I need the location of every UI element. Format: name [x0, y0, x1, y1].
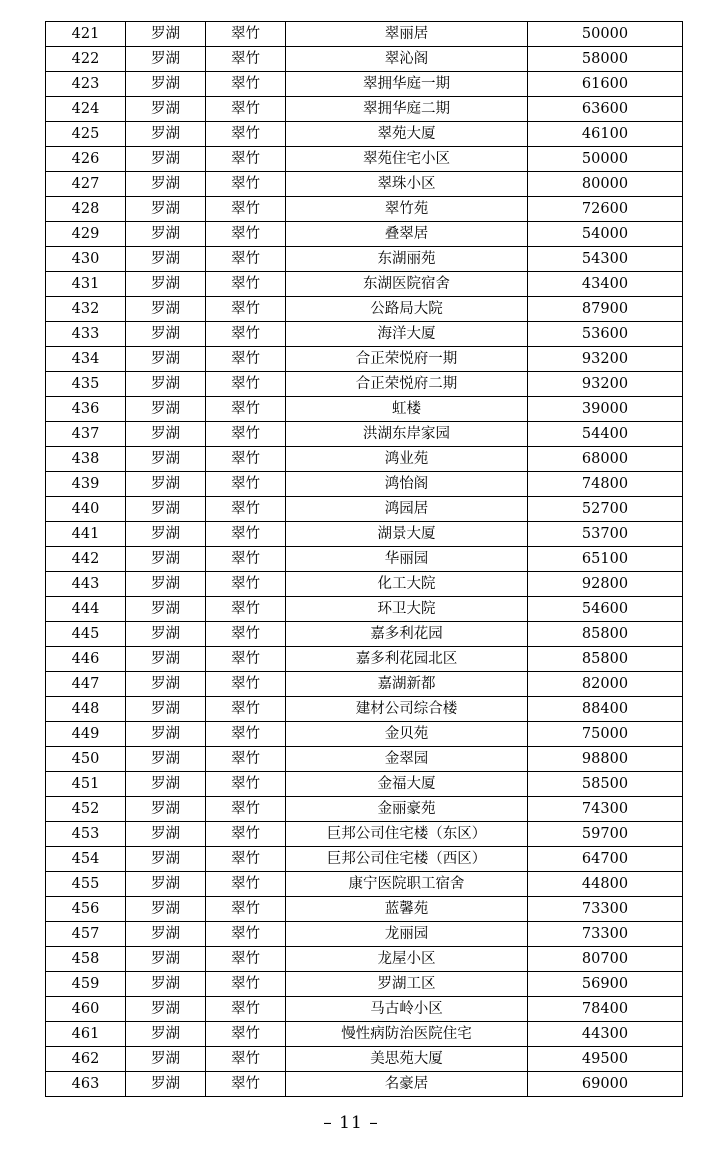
price-cell: 58500	[528, 772, 683, 797]
price-cell: 85800	[528, 622, 683, 647]
residence-name-cell: 华丽园	[286, 547, 528, 572]
table-row	[46, 922, 683, 947]
table-row	[46, 47, 683, 72]
price-cell: 56900	[528, 972, 683, 997]
table-row	[46, 22, 683, 47]
row-number-cell: 450	[46, 747, 126, 772]
subdistrict-cell: 翠竹	[206, 322, 286, 347]
price-cell: 93200	[528, 347, 683, 372]
subdistrict-cell: 翠竹	[206, 622, 286, 647]
district-cell: 罗湖	[126, 72, 206, 97]
district-cell: 罗湖	[126, 747, 206, 772]
price-cell: 80000	[528, 172, 683, 197]
table-row	[46, 122, 683, 147]
price-cell: 58000	[528, 47, 683, 72]
district-cell: 罗湖	[126, 972, 206, 997]
subdistrict-cell: 翠竹	[206, 647, 286, 672]
district-cell: 罗湖	[126, 697, 206, 722]
row-number-cell: 443	[46, 572, 126, 597]
residence-name-cell: 龙丽园	[286, 922, 528, 947]
price-cell: 59700	[528, 822, 683, 847]
subdistrict-cell: 翠竹	[206, 297, 286, 322]
subdistrict-cell: 翠竹	[206, 472, 286, 497]
subdistrict-cell: 翠竹	[206, 997, 286, 1022]
row-number-cell: 462	[46, 1047, 126, 1072]
row-number-cell: 440	[46, 497, 126, 522]
table-row	[46, 847, 683, 872]
subdistrict-cell: 翠竹	[206, 522, 286, 547]
table-row	[46, 472, 683, 497]
district-cell: 罗湖	[126, 272, 206, 297]
table-row	[46, 372, 683, 397]
price-cell: 43400	[528, 272, 683, 297]
subdistrict-cell: 翠竹	[206, 797, 286, 822]
subdistrict-cell: 翠竹	[206, 697, 286, 722]
row-number-cell: 421	[46, 22, 126, 47]
table-row	[46, 172, 683, 197]
residence-name-cell: 巨邦公司住宅楼（东区）	[286, 822, 528, 847]
district-cell: 罗湖	[126, 1047, 206, 1072]
row-number-cell: 436	[46, 397, 126, 422]
row-number-cell: 438	[46, 447, 126, 472]
district-cell: 罗湖	[126, 922, 206, 947]
table-row	[46, 897, 683, 922]
row-number-cell: 463	[46, 1072, 126, 1097]
table-row	[46, 872, 683, 897]
subdistrict-cell: 翠竹	[206, 247, 286, 272]
row-number-cell: 424	[46, 97, 126, 122]
residence-name-cell: 东湖医院宿舍	[286, 272, 528, 297]
row-number-cell: 422	[46, 47, 126, 72]
district-cell: 罗湖	[126, 597, 206, 622]
row-number-cell: 442	[46, 547, 126, 572]
row-number-cell: 425	[46, 122, 126, 147]
row-number-cell: 423	[46, 72, 126, 97]
district-cell: 罗湖	[126, 772, 206, 797]
table-row	[46, 522, 683, 547]
subdistrict-cell: 翠竹	[206, 547, 286, 572]
price-cell: 73300	[528, 897, 683, 922]
subdistrict-cell: 翠竹	[206, 972, 286, 997]
price-cell: 92800	[528, 572, 683, 597]
residence-name-cell: 嘉多利花园北区	[286, 647, 528, 672]
district-cell: 罗湖	[126, 622, 206, 647]
table-row	[46, 222, 683, 247]
subdistrict-cell: 翠竹	[206, 47, 286, 72]
subdistrict-cell: 翠竹	[206, 172, 286, 197]
row-number-cell: 456	[46, 897, 126, 922]
residence-name-cell: 翠苑大厦	[286, 122, 528, 147]
table-body	[46, 22, 683, 1097]
residence-name-cell: 名豪居	[286, 1072, 528, 1097]
table-row	[46, 597, 683, 622]
district-cell: 罗湖	[126, 372, 206, 397]
subdistrict-cell: 翠竹	[206, 372, 286, 397]
subdistrict-cell: 翠竹	[206, 122, 286, 147]
table-row	[46, 97, 683, 122]
district-cell: 罗湖	[126, 472, 206, 497]
price-cell: 54300	[528, 247, 683, 272]
residence-name-cell: 海洋大厦	[286, 322, 528, 347]
subdistrict-cell: 翠竹	[206, 922, 286, 947]
row-number-cell: 445	[46, 622, 126, 647]
residence-name-cell: 合正荣悦府二期	[286, 372, 528, 397]
district-cell: 罗湖	[126, 997, 206, 1022]
table-row	[46, 247, 683, 272]
row-number-cell: 434	[46, 347, 126, 372]
table-row	[46, 672, 683, 697]
district-cell: 罗湖	[126, 947, 206, 972]
residence-name-cell: 嘉湖新都	[286, 672, 528, 697]
residence-name-cell: 金福大厦	[286, 772, 528, 797]
row-number-cell: 454	[46, 847, 126, 872]
district-cell: 罗湖	[126, 22, 206, 47]
residence-name-cell: 环卫大院	[286, 597, 528, 622]
table-row	[46, 697, 683, 722]
price-cell: 53700	[528, 522, 683, 547]
subdistrict-cell: 翠竹	[206, 497, 286, 522]
row-number-cell: 435	[46, 372, 126, 397]
row-number-cell: 448	[46, 697, 126, 722]
table-row	[46, 1022, 683, 1047]
table-row	[46, 497, 683, 522]
table-row	[46, 347, 683, 372]
district-cell: 罗湖	[126, 322, 206, 347]
residence-name-cell: 公路局大院	[286, 297, 528, 322]
residence-name-cell: 建材公司综合楼	[286, 697, 528, 722]
price-cell: 44800	[528, 872, 683, 897]
price-cell: 50000	[528, 22, 683, 47]
row-number-cell: 449	[46, 722, 126, 747]
subdistrict-cell: 翠竹	[206, 847, 286, 872]
table-row	[46, 772, 683, 797]
table-row	[46, 272, 683, 297]
residence-name-cell: 马古岭小区	[286, 997, 528, 1022]
residence-name-cell: 翠苑住宅小区	[286, 147, 528, 172]
price-cell: 85800	[528, 647, 683, 672]
residence-name-cell: 翠珠小区	[286, 172, 528, 197]
residence-name-cell: 东湖丽苑	[286, 247, 528, 272]
residence-name-cell: 金翠园	[286, 747, 528, 772]
table-row	[46, 1047, 683, 1072]
subdistrict-cell: 翠竹	[206, 747, 286, 772]
row-number-cell: 430	[46, 247, 126, 272]
subdistrict-cell: 翠竹	[206, 1022, 286, 1047]
row-number-cell: 452	[46, 797, 126, 822]
price-cell: 61600	[528, 72, 683, 97]
table-row	[46, 547, 683, 572]
row-number-cell: 451	[46, 772, 126, 797]
subdistrict-cell: 翠竹	[206, 822, 286, 847]
subdistrict-cell: 翠竹	[206, 397, 286, 422]
district-cell: 罗湖	[126, 197, 206, 222]
subdistrict-cell: 翠竹	[206, 272, 286, 297]
residence-name-cell: 康宁医院职工宿舍	[286, 872, 528, 897]
subdistrict-cell: 翠竹	[206, 947, 286, 972]
subdistrict-cell: 翠竹	[206, 97, 286, 122]
district-cell: 罗湖	[126, 897, 206, 922]
district-cell: 罗湖	[126, 1072, 206, 1097]
row-number-cell: 439	[46, 472, 126, 497]
residence-name-cell: 翠沁阁	[286, 47, 528, 72]
table-row	[46, 997, 683, 1022]
price-cell: 98800	[528, 747, 683, 772]
price-cell: 64700	[528, 847, 683, 872]
row-number-cell: 441	[46, 522, 126, 547]
table-row	[46, 947, 683, 972]
district-cell: 罗湖	[126, 872, 206, 897]
district-cell: 罗湖	[126, 672, 206, 697]
subdistrict-cell: 翠竹	[206, 347, 286, 372]
table-row	[46, 797, 683, 822]
district-cell: 罗湖	[126, 722, 206, 747]
residence-name-cell: 虹楼	[286, 397, 528, 422]
subdistrict-cell: 翠竹	[206, 22, 286, 47]
residence-name-cell: 巨邦公司住宅楼（西区）	[286, 847, 528, 872]
page-number: – 11 –	[323, 1113, 379, 1133]
subdistrict-cell: 翠竹	[206, 722, 286, 747]
price-cell: 73300	[528, 922, 683, 947]
row-number-cell: 444	[46, 597, 126, 622]
district-cell: 罗湖	[126, 447, 206, 472]
subdistrict-cell: 翠竹	[206, 1072, 286, 1097]
row-number-cell: 426	[46, 147, 126, 172]
residence-name-cell: 金丽豪苑	[286, 797, 528, 822]
residence-name-cell: 叠翠居	[286, 222, 528, 247]
row-number-cell: 457	[46, 922, 126, 947]
row-number-cell: 455	[46, 872, 126, 897]
price-cell: 65100	[528, 547, 683, 572]
residence-name-cell: 翠拥华庭一期	[286, 72, 528, 97]
district-cell: 罗湖	[126, 172, 206, 197]
table-row	[46, 622, 683, 647]
row-number-cell: 453	[46, 822, 126, 847]
price-cell: 72600	[528, 197, 683, 222]
residence-name-cell: 翠拥华庭二期	[286, 97, 528, 122]
residence-name-cell: 美思苑大厦	[286, 1047, 528, 1072]
district-cell: 罗湖	[126, 122, 206, 147]
district-cell: 罗湖	[126, 1022, 206, 1047]
district-cell: 罗湖	[126, 822, 206, 847]
subdistrict-cell: 翠竹	[206, 72, 286, 97]
row-number-cell: 459	[46, 972, 126, 997]
subdistrict-cell: 翠竹	[206, 772, 286, 797]
price-cell: 53600	[528, 322, 683, 347]
price-cell: 39000	[528, 397, 683, 422]
row-number-cell: 428	[46, 197, 126, 222]
price-cell: 93200	[528, 372, 683, 397]
district-cell: 罗湖	[126, 47, 206, 72]
row-number-cell: 458	[46, 947, 126, 972]
row-number-cell: 429	[46, 222, 126, 247]
district-cell: 罗湖	[126, 572, 206, 597]
subdistrict-cell: 翠竹	[206, 1047, 286, 1072]
price-cell: 88400	[528, 697, 683, 722]
district-cell: 罗湖	[126, 297, 206, 322]
subdistrict-cell: 翠竹	[206, 447, 286, 472]
subdistrict-cell: 翠竹	[206, 597, 286, 622]
table-row	[46, 647, 683, 672]
subdistrict-cell: 翠竹	[206, 222, 286, 247]
table-row	[46, 197, 683, 222]
price-cell: 54400	[528, 422, 683, 447]
residence-name-cell: 蓝馨苑	[286, 897, 528, 922]
price-cell: 52700	[528, 497, 683, 522]
row-number-cell: 427	[46, 172, 126, 197]
row-number-cell: 432	[46, 297, 126, 322]
price-cell: 54000	[528, 222, 683, 247]
residence-name-cell: 鸿怡阁	[286, 472, 528, 497]
subdistrict-cell: 翠竹	[206, 197, 286, 222]
row-number-cell: 461	[46, 1022, 126, 1047]
residence-name-cell: 慢性病防治医院住宅	[286, 1022, 528, 1047]
price-cell: 46100	[528, 122, 683, 147]
table-row	[46, 1072, 683, 1097]
residence-name-cell: 金贝苑	[286, 722, 528, 747]
price-cell: 82000	[528, 672, 683, 697]
price-cell: 54600	[528, 597, 683, 622]
price-cell: 49500	[528, 1047, 683, 1072]
residence-name-cell: 鸿园居	[286, 497, 528, 522]
table-row	[46, 397, 683, 422]
price-cell: 68000	[528, 447, 683, 472]
subdistrict-cell: 翠竹	[206, 872, 286, 897]
subdistrict-cell: 翠竹	[206, 572, 286, 597]
district-cell: 罗湖	[126, 547, 206, 572]
residence-name-cell: 合正荣悦府一期	[286, 347, 528, 372]
residence-name-cell: 龙屋小区	[286, 947, 528, 972]
district-cell: 罗湖	[126, 97, 206, 122]
subdistrict-cell: 翠竹	[206, 897, 286, 922]
row-number-cell: 460	[46, 997, 126, 1022]
price-cell: 75000	[528, 722, 683, 747]
table-row	[46, 322, 683, 347]
table-row	[46, 747, 683, 772]
row-number-cell: 431	[46, 272, 126, 297]
price-cell: 74800	[528, 472, 683, 497]
price-cell: 80700	[528, 947, 683, 972]
district-cell: 罗湖	[126, 497, 206, 522]
row-number-cell: 437	[46, 422, 126, 447]
table-row	[46, 72, 683, 97]
district-cell: 罗湖	[126, 522, 206, 547]
row-number-cell: 446	[46, 647, 126, 672]
table-row	[46, 972, 683, 997]
district-cell: 罗湖	[126, 847, 206, 872]
residence-name-cell: 嘉多利花园	[286, 622, 528, 647]
district-cell: 罗湖	[126, 797, 206, 822]
price-cell: 44300	[528, 1022, 683, 1047]
table-row	[46, 822, 683, 847]
residence-name-cell: 罗湖工区	[286, 972, 528, 997]
district-cell: 罗湖	[126, 422, 206, 447]
residence-name-cell: 洪湖东岸家园	[286, 422, 528, 447]
table-row	[46, 297, 683, 322]
residence-name-cell: 翠竹苑	[286, 197, 528, 222]
residence-name-cell: 湖景大厦	[286, 522, 528, 547]
price-cell: 78400	[528, 997, 683, 1022]
district-cell: 罗湖	[126, 147, 206, 172]
price-cell: 69000	[528, 1072, 683, 1097]
residence-name-cell: 化工大院	[286, 572, 528, 597]
district-cell: 罗湖	[126, 347, 206, 372]
subdistrict-cell: 翠竹	[206, 422, 286, 447]
district-cell: 罗湖	[126, 397, 206, 422]
district-cell: 罗湖	[126, 222, 206, 247]
table-row	[46, 722, 683, 747]
district-cell: 罗湖	[126, 647, 206, 672]
subdistrict-cell: 翠竹	[206, 147, 286, 172]
residence-name-cell: 翠丽居	[286, 22, 528, 47]
residence-name-cell: 鸿业苑	[286, 447, 528, 472]
price-cell: 74300	[528, 797, 683, 822]
table-row	[46, 422, 683, 447]
row-number-cell: 447	[46, 672, 126, 697]
subdistrict-cell: 翠竹	[206, 672, 286, 697]
district-cell: 罗湖	[126, 247, 206, 272]
price-cell: 87900	[528, 297, 683, 322]
row-number-cell: 433	[46, 322, 126, 347]
price-cell: 50000	[528, 147, 683, 172]
table-row	[46, 572, 683, 597]
table-row	[46, 447, 683, 472]
housing-price-table	[45, 21, 683, 1097]
price-cell: 63600	[528, 97, 683, 122]
table-row	[46, 147, 683, 172]
